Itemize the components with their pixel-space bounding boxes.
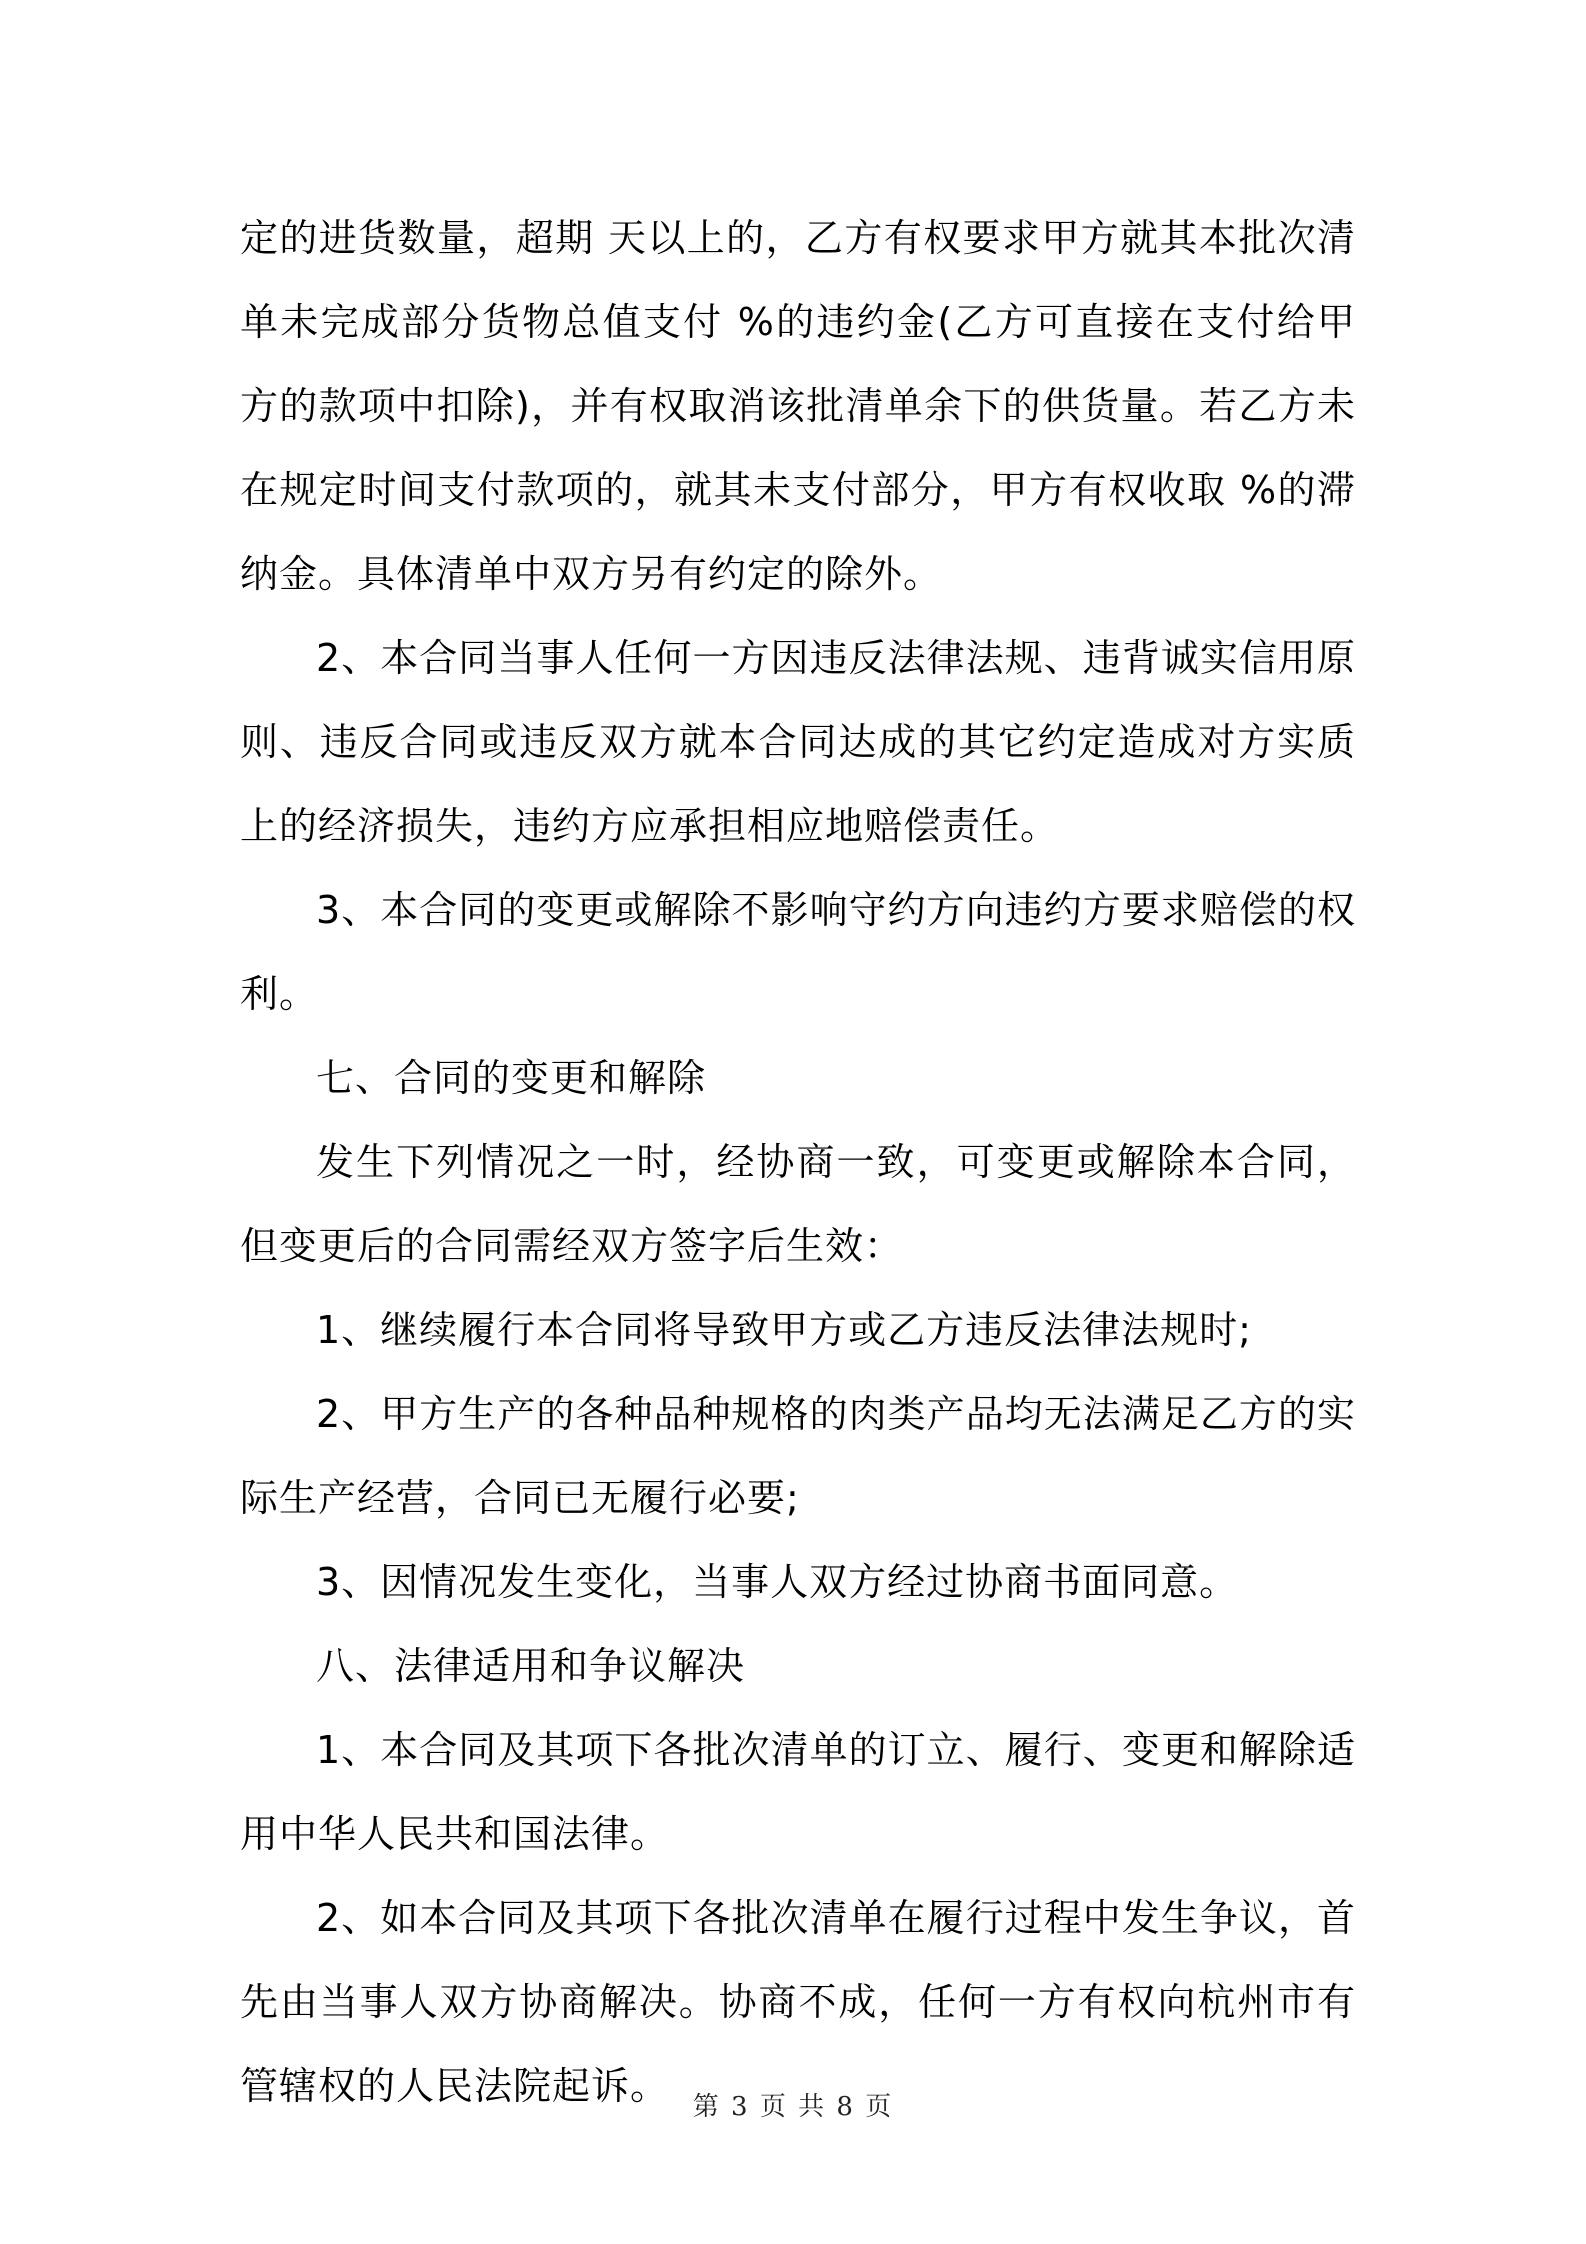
document-body	[240, 196, 1356, 2128]
section-heading-change-termination: 七、合同的变更和解除	[316, 1056, 707, 1100]
paragraph-change-no-effect: 3、本合同的变更或解除不影响守约方向违约方要求赔偿的权利。	[240, 888, 1356, 1016]
list-item-condition-1: 1、继续履行本合同将导致甲方或乙方违反法律法规时;	[316, 1308, 1252, 1352]
paragraph-penalty-clause: 定的进货数量，超期 天以上的，乙方有权要求甲方就其本批次清单未完成部分货物总值支付 %的违约金(乙方可直接在支付给甲方的款项中扣除)，并有权取消该批清单余下的供货量。若乙方未在规定时间支付款项的，就其未支付部分，甲方有权收取 %的滞纳金。具体清单中双方另有约定的除外。	[240, 216, 1356, 596]
paragraph-breach-compensation: 2、本合同当事人任何一方因违反法律法规、违背诚实信用原则、违反合同或违反双方就本合同达成的其它约定造成对方实质上的经济损失，违约方应承担相应地赔偿责任。	[240, 636, 1356, 848]
page-number-footer: 第 3 页 共 8 页	[692, 2092, 894, 2122]
section-heading-law-disputes: 八、法律适用和争议解决	[316, 1644, 746, 1688]
list-item-condition-2: 2、甲方生产的各种品种规格的肉类产品均无法满足乙方的实际生产经营，合同已无履行必要;	[240, 1392, 1356, 1520]
paragraph-dispute-resolution: 2、如本合同及其项下各批次清单在履行过程中发生争议，首先由当事人双方协商解决。协商不成，任何一方有权向杭州市有管辖权的人民法院起诉。	[240, 1896, 1356, 2108]
list-item-condition-3: 3、因情况发生变化，当事人双方经过协商书面同意。	[316, 1560, 1239, 1604]
paragraph-change-conditions: 发生下列情况之一时，经协商一致，可变更或解除本合同，但变更后的合同需经双方签字后生效：	[240, 1140, 1356, 1268]
paragraph-governing-law: 1、本合同及其项下各批次清单的订立、履行、变更和解除适用中华人民共和国法律。	[240, 1728, 1356, 1856]
